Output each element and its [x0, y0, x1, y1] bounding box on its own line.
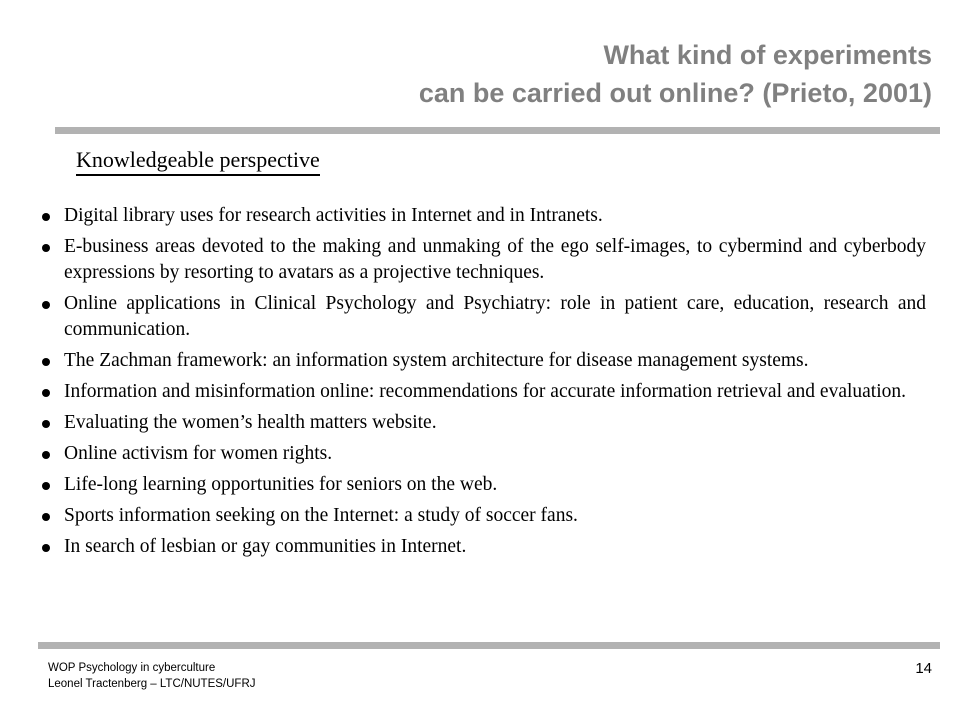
list-item: [38, 203, 926, 229]
list-item: [38, 534, 926, 560]
list-item: [38, 410, 926, 436]
list-item-text: Life-long learning opportunities for seniors on the web.: [64, 474, 498, 495]
footer-credits: [48, 660, 256, 692]
slide-title-line-2: can be carried out online? (Prieto, 2001): [418, 78, 932, 108]
list-item-text: Evaluating the women’s health matters website.: [64, 412, 437, 433]
slide-title-line-1: What kind of experiments: [603, 40, 932, 70]
list-item: [38, 234, 926, 286]
bullet-icon: [42, 420, 50, 428]
list-item-text: E-business areas devoted to the making and unmaking of the ego self-images, to cybermind and cyberbody expressions by resorting to avatars as a projective techniques.: [64, 236, 926, 283]
list-item: [38, 291, 926, 343]
bullet-icon: [42, 451, 50, 459]
list-item: [38, 472, 926, 498]
list-item: [38, 379, 926, 405]
list-item: [38, 503, 926, 529]
bullet-icon: [42, 213, 50, 221]
bullet-icon: [42, 301, 50, 309]
list-item-text: Information and misinformation online: recommendations for accurate information retrieval and evaluation.: [64, 381, 907, 402]
footer-line-1: WOP Psychology in cyberculture: [48, 662, 216, 674]
list-item-text: Online applications in Clinical Psychology and Psychiatry: role in patient care, education, research and communication.: [64, 293, 926, 340]
experiment-list: [38, 203, 926, 565]
bullet-icon: [42, 513, 50, 521]
list-item-text: The Zachman framework: an information system architecture for disease management systems.: [64, 350, 809, 371]
page-number: 14: [915, 660, 932, 677]
top-divider: [55, 127, 940, 134]
bullet-icon: [42, 389, 50, 397]
slide-title: [52, 36, 932, 112]
bullet-icon: [42, 358, 50, 366]
bullet-icon: [42, 482, 50, 490]
list-item: [38, 441, 926, 467]
list-item-text: Digital library uses for research activities in Internet and in Intranets.: [64, 205, 603, 226]
bullet-icon: [42, 244, 50, 252]
section-heading: Knowledgeable perspective: [76, 146, 320, 176]
list-item-text: In search of lesbian or gay communities in Internet.: [64, 536, 467, 557]
bullet-icon: [42, 544, 50, 552]
bottom-divider: [38, 642, 940, 649]
list-item: [38, 348, 926, 374]
list-item-text: Online activism for women rights.: [64, 443, 333, 464]
footer-line-2: Leonel Tractenberg – LTC/NUTES/UFRJ: [48, 678, 256, 690]
list-item-text: Sports information seeking on the Internet: a study of soccer fans.: [64, 505, 578, 526]
